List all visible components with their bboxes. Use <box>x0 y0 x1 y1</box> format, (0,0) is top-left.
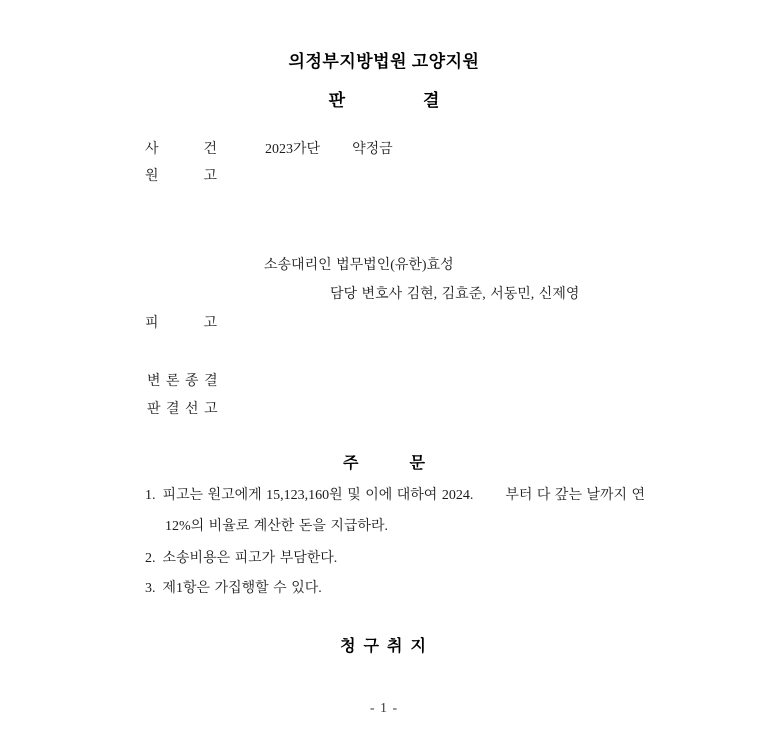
counsel-attorneys-line: 담당 변호사 김현, 김효준, 서동민, 신제영 <box>330 287 580 302</box>
closing-of-argument-label: 변 론 종 결 <box>147 374 219 389</box>
order-item-2 <box>145 550 337 568</box>
judgment-title <box>0 90 768 111</box>
case-row <box>145 141 393 159</box>
order-item-2-text: 소송비용은 피고가 부담한다. <box>162 551 338 566</box>
order-item-1-text-a: 피고는 원고에게 15,123,160원 및 이에 대하여 2024. <box>162 488 474 503</box>
order-heading <box>0 454 768 474</box>
order-item-2-number: 2. <box>145 551 156 566</box>
order-item-3 <box>145 580 322 598</box>
case-number: 2023가단 <box>265 142 321 157</box>
order-item-1 <box>145 487 645 505</box>
order-item-3-number: 3. <box>145 581 156 596</box>
order-item-1-continuation: 12%의 비율로 계산한 돈을 지급하라. <box>165 519 388 534</box>
judgment-title-char-1: 판 <box>328 91 345 110</box>
plaintiff-label: 원 고 <box>145 169 217 184</box>
defendant-row <box>145 315 217 333</box>
order-item-1-text-b: 부터 다 갚는 날까지 연 <box>505 488 646 503</box>
order-heading-char-2: 문 <box>409 455 425 472</box>
claim-purpose-heading: 청 구 취 지 <box>340 638 428 655</box>
court-name-heading: 의정부지방법원 고양지원 <box>288 52 480 71</box>
sentencing-date-label: 판 결 선 고 <box>147 402 219 417</box>
plaintiff-row <box>145 168 217 186</box>
counsel-representative-line: 소송대리인 법무법인(유한)효성 <box>264 258 454 273</box>
order-item-3-text: 제1항은 가집행할 수 있다. <box>162 581 322 596</box>
case-label: 사 건 <box>145 142 217 157</box>
page-number: - 1 - <box>369 701 399 716</box>
defendant-label: 피 고 <box>145 316 217 331</box>
judgment-title-char-2: 결 <box>423 91 440 110</box>
order-item-1-number: 1. <box>145 488 156 503</box>
case-name: 약정금 <box>352 142 393 157</box>
order-heading-char-1: 주 <box>343 455 359 472</box>
